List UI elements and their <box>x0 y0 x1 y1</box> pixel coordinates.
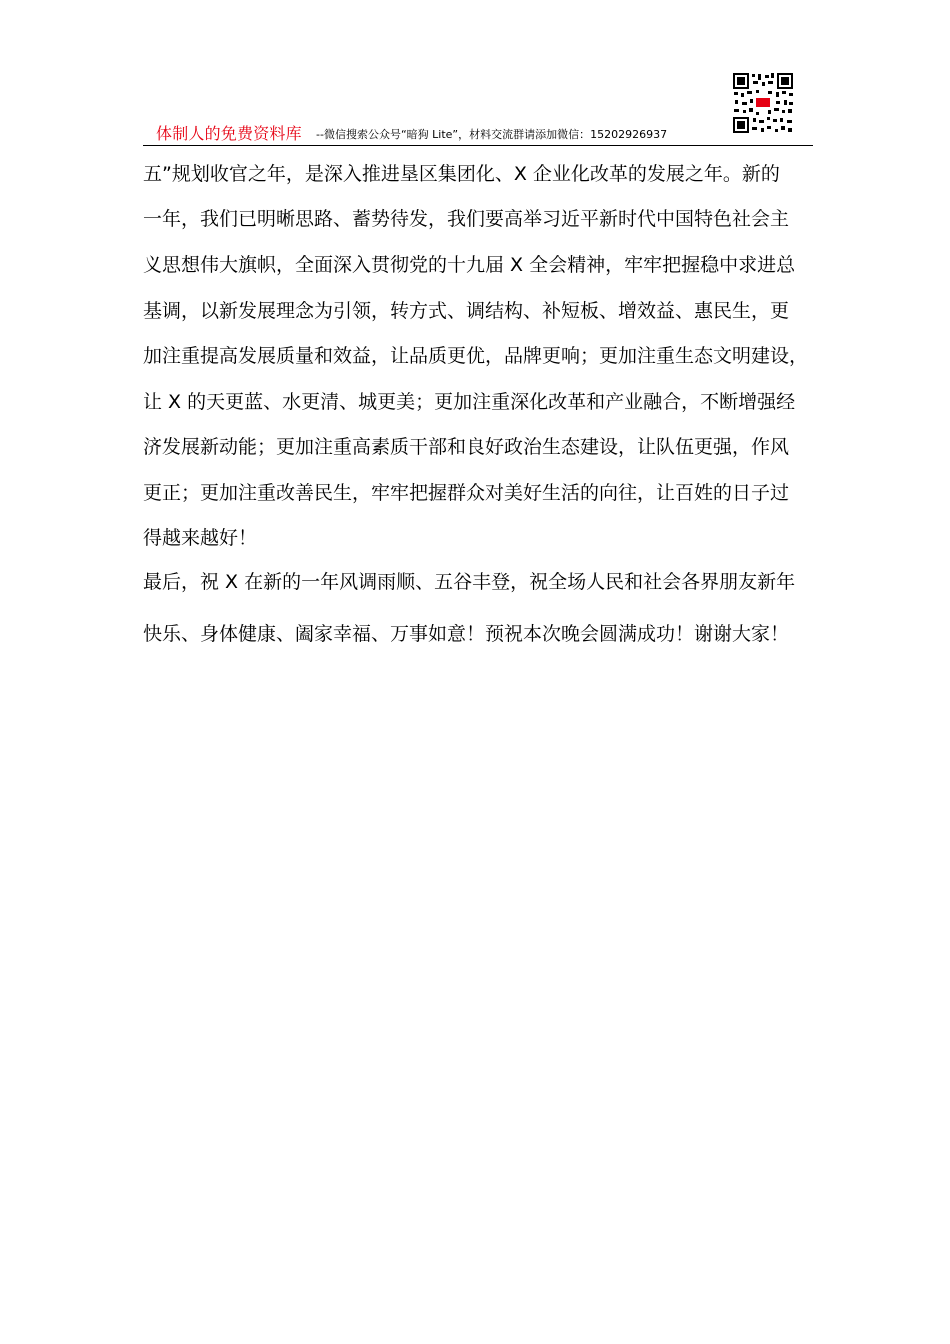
paragraph-line: 得越来越好！ <box>143 527 258 549</box>
brand-title: 体制人的免费资料库 <box>156 124 302 143</box>
paragraph-line: 快乐、身体健康、阖家幸福、万事如意！预祝本次晚会圆满成功！谢谢大家！ <box>143 623 790 645</box>
paragraph-line: 加注重提高发展质量和效益，让品质更优，品牌更响；更加注重生态文明建设， <box>143 345 809 367</box>
qr-code-icon <box>732 72 794 134</box>
paragraph-line: 济发展新动能；更加注重高素质干部和良好政治生态建设，让队伍更强，作风 <box>143 436 790 458</box>
header-divider <box>143 145 813 146</box>
paragraph-line: 更正；更加注重改善民生，牢牢把握群众对美好生活的向往，让百姓的日子过 <box>143 482 790 504</box>
paragraph-line: 义思想伟大旗帜，全面深入贯彻党的十九届 X 全会精神，牢牢把握稳中求进总 <box>143 254 796 276</box>
paragraph-line: 最后，祝 X 在新的一年风调雨顺、五谷丰登，祝全场人民和社会各界朋友新年 <box>143 571 796 593</box>
paragraph-line: 一年，我们已明晰思路、蓄势待发，我们要高举习近平新时代中国特色社会主 <box>143 208 790 230</box>
paragraph-line: 基调，以新发展理念为引领，转方式、调结构、补短板、增效益、惠民生，更 <box>143 300 790 322</box>
page-header <box>143 70 813 146</box>
paragraph-line: 让 X 的天更蓝、水更清、城更美；更加注重深化改革和产业融合，不断增强经 <box>143 391 796 413</box>
header-note: --微信搜索公众号“暗狗 Lite”，材料交流群请添加微信：15202926937 <box>316 128 668 141</box>
paragraph-line: 五”规划收官之年，是深入推进垦区集团化、X 企业化改革的发展之年。新的 <box>143 163 780 185</box>
